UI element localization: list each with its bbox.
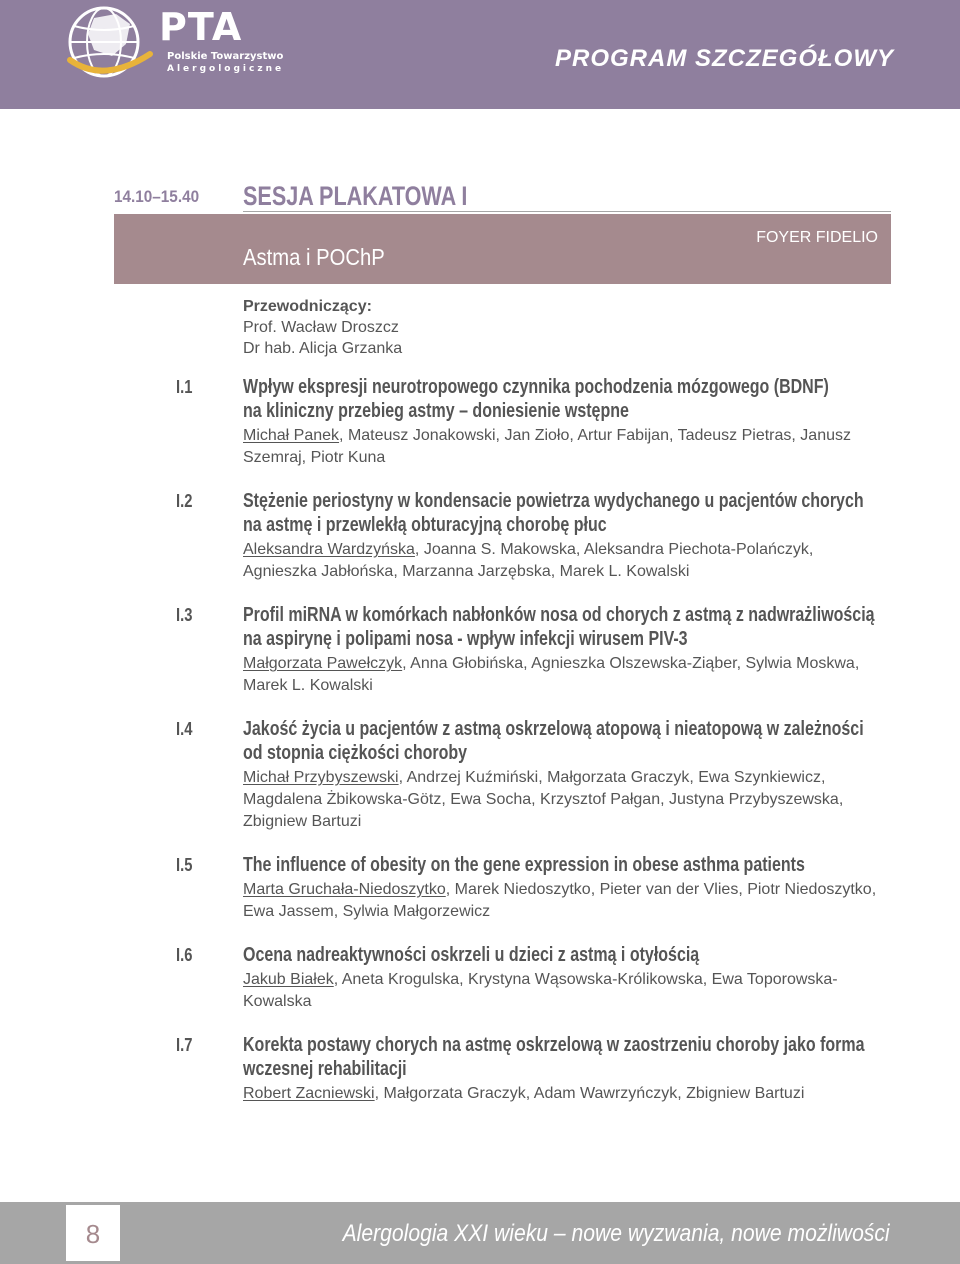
poster-authors xyxy=(243,539,883,583)
presenting-author: Aleksandra Wardzyńska xyxy=(243,541,415,558)
presenting-author: Małgorzata Pawełczyk xyxy=(243,655,403,672)
presenting-author: Michał Przybyszewski xyxy=(243,769,399,786)
poster-authors xyxy=(243,767,883,833)
page-footer xyxy=(0,1202,960,1264)
logo-subtitle-1: Polskie Towarzystwo xyxy=(167,51,284,62)
poster-item xyxy=(0,489,960,583)
poster-number: I.4 xyxy=(176,719,193,739)
poster-title: Ocena nadreaktywności oskrzeli u dzieci z astmą i otyłością xyxy=(243,944,700,966)
page-header xyxy=(0,0,960,109)
co-authors: , Marek Niedoszytko, Pieter van der Vlies, Piotr Niedoszytko, Ewa Jassem, Sylwia Małgorzewicz xyxy=(243,881,877,920)
poster-authors xyxy=(243,425,883,469)
logo-title: PTA xyxy=(159,5,243,49)
poster-list xyxy=(0,375,960,1125)
presenting-author: Marta Gruchała-Niedoszytko xyxy=(243,881,446,898)
footer-title: Alergologia XXI wieku – nowe wyzwania, nowe możliwości xyxy=(342,1220,890,1247)
poster-number: I.2 xyxy=(176,491,193,511)
poster-title: Wpływ ekspresji neurotropowego czynnika pochodzenia mózgowego (BDNF) na kliniczny przebieg astmy – doniesienie wstępne xyxy=(243,376,829,422)
co-authors: , Małgorzata Graczyk, Adam Wawrzyńczyk, Zbigniew Bartuzi xyxy=(374,1085,805,1102)
presenting-author: Jakub Białek xyxy=(243,971,334,988)
co-authors: , Mateusz Jonakowski, Jan Zioło, Artur Fabijan, Tadeusz Pietras, Janusz Szemraj, Piotr Kuna xyxy=(243,427,851,466)
poster-authors xyxy=(243,653,883,697)
chair-name: Prof. Wacław Droszcz xyxy=(243,319,399,336)
session-venue: FOYER FIDELIO xyxy=(756,229,878,246)
page-number-box xyxy=(66,1205,120,1261)
logo-subtitle-2: Alergologiczne xyxy=(167,64,285,74)
session-topic: Astma i POChP xyxy=(243,244,385,270)
poster-title: Profil miRNA w komórkach nabłonków nosa od chorych z astmą z nadwrażliwością na aspirynę i polipami nosa - wpływ infekcji wirusem PIV-3 xyxy=(243,604,875,650)
session-band xyxy=(114,214,891,284)
session-time: 14.10–15.40 xyxy=(114,187,200,206)
page-number: 8 xyxy=(85,1219,101,1249)
co-authors: , Andrzej Kuźmiński, Małgorzata Graczyk, Ewa Szynkiewicz, Magdalena Żbikowska-Götz, Ewa Socha, Krzysztof Pałgan, Justyna Przybyszewska, Zbigniew Bartuzi xyxy=(243,769,844,830)
session-title: SESJA PLAKATOWA I xyxy=(243,181,468,211)
poster-title: Korekta postawy chorych na astmę oskrzelową w zaostrzeniu choroby jako forma wczesnej rehabilitacji xyxy=(243,1034,865,1080)
poster-item xyxy=(0,853,960,923)
poster-item xyxy=(0,943,960,1013)
presenting-author: Michał Panek xyxy=(243,427,340,444)
poster-number: I.5 xyxy=(176,855,193,875)
chair-name: Dr hab. Alicja Grzanka xyxy=(243,340,403,357)
poster-number: I.1 xyxy=(176,377,193,397)
poster-title: Jakość życia u pacjentów z astmą oskrzelową atopową i nieatopową w zależności od stopnia ciężkości choroby xyxy=(243,718,864,764)
poster-item xyxy=(0,603,960,697)
poster-authors xyxy=(243,969,883,1013)
poster-authors xyxy=(243,1083,883,1105)
pta-logo xyxy=(64,4,285,76)
globe-logo-icon xyxy=(64,4,156,80)
poster-item xyxy=(0,375,960,469)
co-authors: , Aneta Krogulska, Krystyna Wąsowska-Królikowska, Ewa Toporowska-Kowalska xyxy=(243,971,838,1010)
poster-number: I.7 xyxy=(176,1035,193,1055)
co-authors: , Anna Głobińska, Agnieszka Olszewska-Ziąber, Sylwia Moskwa, Marek L. Kowalski xyxy=(243,655,860,694)
poster-item xyxy=(0,1033,960,1105)
poster-authors xyxy=(243,879,883,923)
poster-title: The influence of obesity on the gene expression in obese asthma patients xyxy=(243,854,805,876)
poster-item xyxy=(0,717,960,833)
presenting-author: Robert Zacniewski xyxy=(243,1085,375,1102)
chairs-label: Przewodniczący: xyxy=(243,298,372,315)
poster-number: I.6 xyxy=(176,945,193,965)
chairs-block xyxy=(243,296,402,359)
session-divider xyxy=(243,211,891,212)
co-authors: , Joanna S. Makowska, Aleksandra Piechota-Polańczyk, Agnieszka Jabłońska, Marzanna Jarzębska, Marek L. Kowalski xyxy=(243,541,814,580)
poster-title: Stężenie periostyny w kondensacie powietrza wydychanego u pacjentów chorych na astmę i przewlekłą obturacyjną chorobę płuc xyxy=(243,490,864,536)
program-title: PROGRAM SZCZEGÓŁOWY xyxy=(555,45,894,72)
poster-number: I.3 xyxy=(176,605,193,625)
